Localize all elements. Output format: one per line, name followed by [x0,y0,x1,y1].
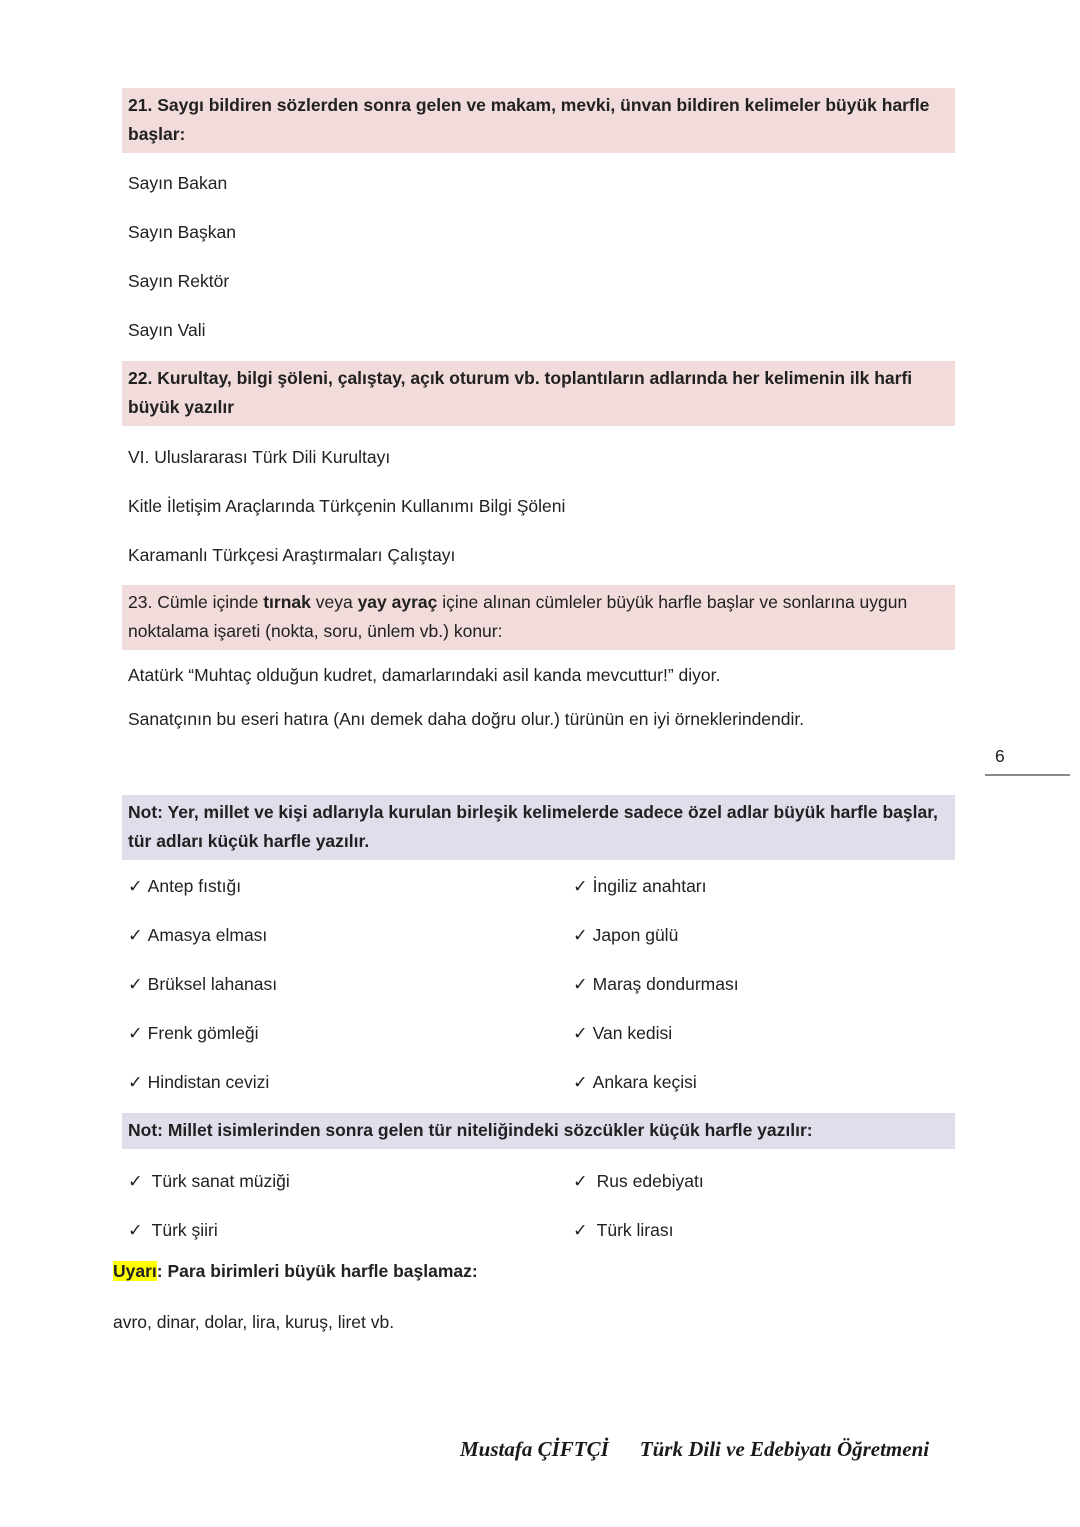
check-icon: ✓ [573,1072,588,1092]
list-item-label: Ankara keçisi [592,1072,697,1092]
check-icon: ✓ [128,1171,143,1191]
check-icon: ✓ [573,1171,588,1191]
rule-23-heading-bold-yay-ayrac: yay ayraç [357,592,438,612]
warning-label-highlighted: Uyarı [113,1261,157,1281]
check-icon: ✓ [128,1220,143,1240]
check-icon: ✓ [128,876,143,896]
rule-21-example: Sayın Rektör [128,271,230,291]
list-item [573,925,955,974]
check-icon: ✓ [573,1220,588,1240]
check-icon: ✓ [128,1072,143,1092]
footer-author: Mustafa ÇİFTÇİ [460,1437,609,1461]
rule-21-example: Sayın Başkan [128,222,236,242]
check-icon: ✓ [573,974,588,994]
note-1: Not: Yer, millet ve kişi adlarıyla kurulan birleşik kelimelerde sadece özel adlar büyük harfle başlar, tür adları küçük harfle yazılır. [122,795,955,860]
list-item [128,974,573,1023]
list-item [573,1171,955,1220]
warning-line [113,1260,478,1282]
rule-23-example: Atatürk “Muhtaç olduğun kudret, damarlarındaki asil kanda mevcuttur!” diyor. [128,665,721,685]
list-item-label: Rus edebiyatı [596,1171,704,1191]
rule-21-heading: 21. Saygı bildiren sözlerden sonra gelen ve makam, mevki, ünvan bildiren kelimeler büyük harfle başlar: [122,88,955,153]
rule-23-heading-bold-tirnak: tırnak [263,592,311,612]
page-number: 6 [985,745,1070,776]
list-item-label: Van kedisi [592,1023,673,1043]
list-item-label: Maraş dondurması [592,974,739,994]
rule-22-example: Kitle İletişim Araçlarında Türkçenin Kullanımı Bilgi Şöleni [128,496,566,516]
rule-22-example: Karamanlı Türkçesi Araştırmaları Çalıştayı [128,545,456,565]
list-item-label: Türk şiiri [151,1220,218,1240]
check-icon: ✓ [128,974,143,994]
rule-22-example: VI. Uluslararası Türk Dili Kurultayı [128,447,391,467]
list-item-label: Antep fıstığı [147,876,242,896]
list-item [128,876,573,925]
list-item [573,1023,955,1072]
rule-23-heading-post: içine alınan cümleler büyük harfle başlar ve sonlarına uygun noktalama işareti (nokta, soru, ünlem vb.) konur: [128,592,908,641]
list-item-label: Türk lirası [596,1220,674,1240]
list-item [573,1220,955,1269]
list-item-label: Brüksel lahanası [147,974,278,994]
list-item-label: İngiliz anahtarı [592,876,707,896]
warning-text: : Para birimleri büyük harfle başlamaz: [156,1261,478,1281]
warning-examples: avro, dinar, dolar, lira, kuruş, liret vb. [113,1312,395,1332]
check-icon: ✓ [573,925,588,945]
rule-23-heading-mid: veya [310,592,358,612]
check-icon: ✓ [128,925,143,945]
list-item [128,1023,573,1072]
list-item [128,925,573,974]
note-2: Not: Millet isimlerinden sonra gelen tür niteliğindeki sözcükler küçük harfle yazılır: [122,1113,955,1149]
note-2-example-list [128,1171,955,1269]
list-item-label: Amasya elması [147,925,268,945]
rule-23-example: Sanatçının bu eseri hatıra (Anı demek daha doğru olur.) türünün en iyi örneklerindendir. [128,709,805,729]
list-item [128,1171,573,1220]
rule-23-heading [122,585,955,650]
list-item-label: Japon gülü [592,925,679,945]
list-item [573,974,955,1023]
list-item-label: Hindistan cevizi [147,1072,270,1092]
footer-role: Türk Dili ve Edebiyatı Öğretmeni [639,1437,930,1461]
rule-21-example: Sayın Vali [128,320,206,340]
note-1-example-list [128,876,955,1121]
list-item-label: Frenk gömleği [147,1023,259,1043]
check-icon: ✓ [573,1023,588,1043]
rule-23-heading-pre: 23. Cümle içinde [128,592,264,612]
list-item-label: Türk sanat müziği [151,1171,290,1191]
rule-22-heading: 22. Kurultay, bilgi şöleni, çalıştay, açık oturum vb. toplantıların adlarında her kelimenin ilk harfi büyük yazılır [122,361,955,426]
page-footer [460,1437,929,1462]
rule-21-example: Sayın Bakan [128,173,228,193]
list-item [573,876,955,925]
check-icon: ✓ [128,1023,143,1043]
check-icon: ✓ [573,876,588,896]
